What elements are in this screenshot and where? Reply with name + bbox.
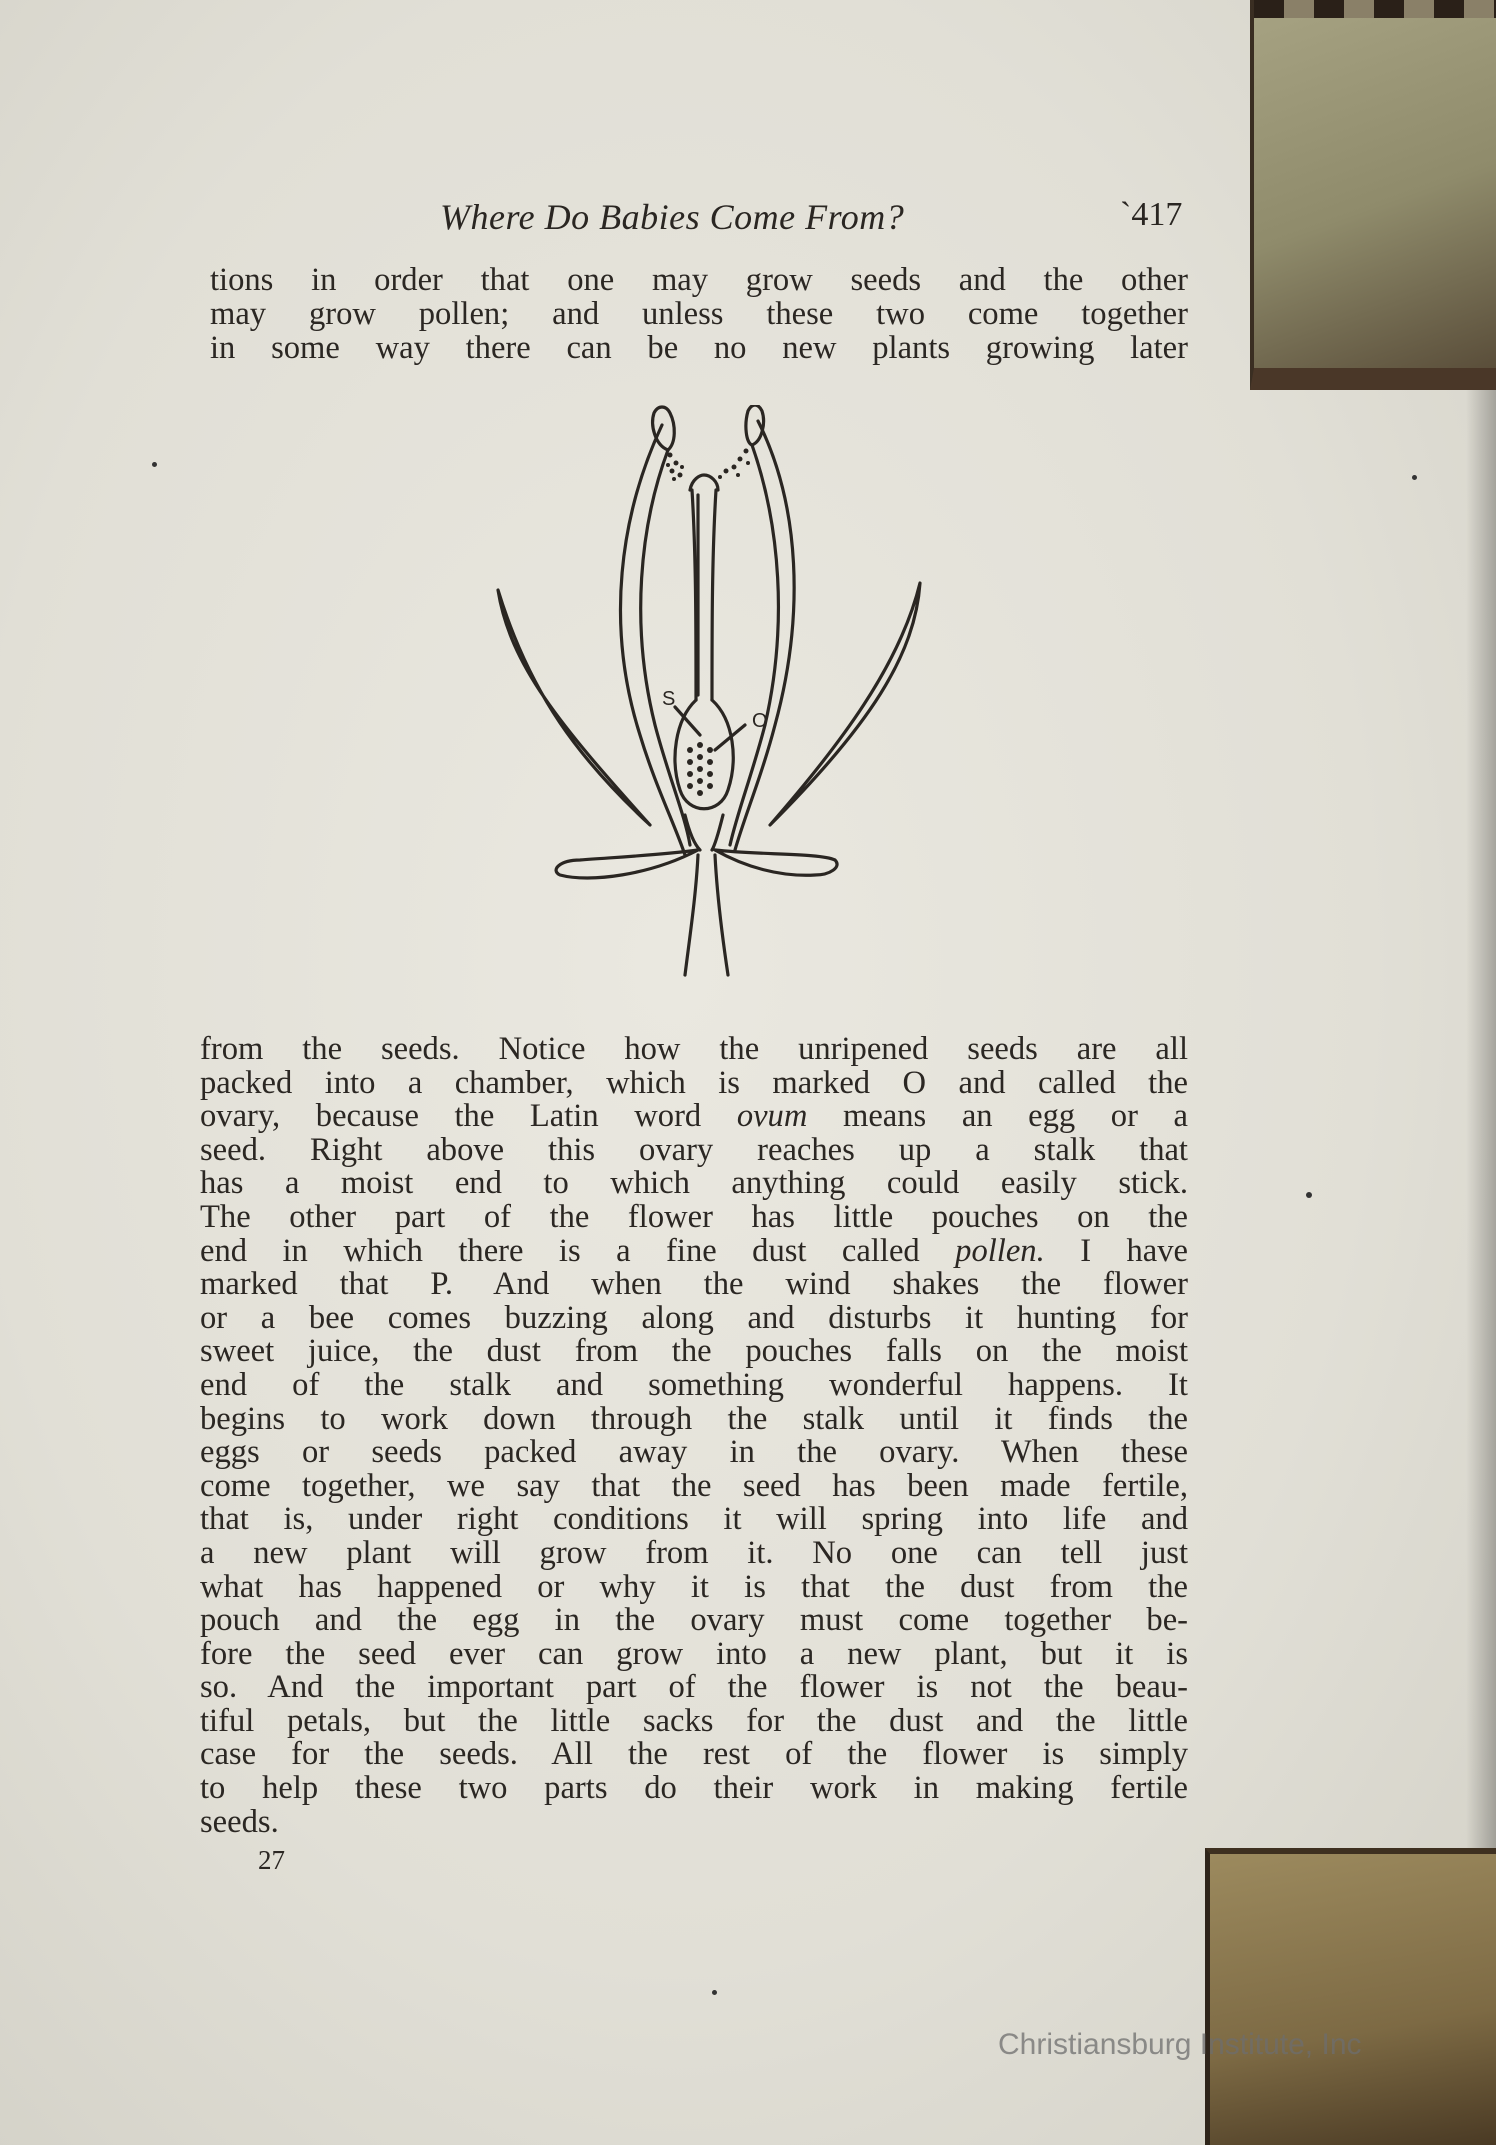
- paragraph-bottom: [200, 1033, 1188, 1839]
- text-line: may grow pollen; and unless these two come together: [210, 295, 1188, 332]
- text-line: packed into a chamber, which is marked O and called the: [200, 1064, 1188, 1101]
- page-number: `417: [1120, 196, 1183, 233]
- text-line: has a moist end to which anything could easily stick.: [200, 1165, 1188, 1202]
- text-line: begins to work down through the stalk until it finds the: [200, 1400, 1188, 1437]
- stem: [685, 855, 698, 975]
- paragraph-top: [210, 264, 1188, 365]
- book-spine-stripe: [1254, 0, 1496, 18]
- text-line: from the seeds. Notice how the unripened seeds are all: [200, 1031, 1188, 1067]
- signature-mark: 27: [258, 1845, 285, 1875]
- lower-left-leaf: [556, 850, 698, 878]
- adjacent-book-top: [1250, 0, 1496, 390]
- text-line: sweet juice, the dust from the pouches falls on the moist: [200, 1333, 1188, 1370]
- seeds: [687, 742, 713, 796]
- text-line: or a bee comes buzzing along and disturbs it hunting for: [200, 1299, 1188, 1336]
- text-line: end of the stalk and something wonderful happens. It: [200, 1366, 1188, 1403]
- label-o: O: [752, 710, 768, 732]
- text-line: tiful petals, but the little sacks for the dust and the little: [200, 1702, 1188, 1739]
- watermark: Christiansburg Institute, Inc: [998, 2028, 1362, 2061]
- flower-illustration: [490, 405, 930, 985]
- text-line: fore the seed ever can grow into a new plant, but it is: [200, 1635, 1188, 1672]
- text-line: so. And the important part of the flower is not the beau-: [200, 1669, 1188, 1706]
- lower-right-leaf: [715, 850, 837, 875]
- paper-speck: [712, 1990, 717, 1995]
- text-line: case for the seeds. All the rest of the flower is simply: [200, 1736, 1188, 1773]
- pistil-style: [692, 490, 696, 700]
- paper-speck: [152, 462, 157, 467]
- text-line: come together, we say that the seed has been made fertile,: [200, 1467, 1188, 1504]
- left-petal: [498, 590, 650, 825]
- text-line-last: seeds.: [200, 1803, 279, 1840]
- running-head-title: Where Do Babies Come From?: [440, 197, 905, 237]
- text-line: to help these two parts do their work in making fertile: [200, 1770, 1188, 1807]
- paper-speck: [1412, 475, 1417, 480]
- stigma: [690, 475, 718, 490]
- flower-diagram: [490, 405, 930, 985]
- text-line: seed. Right above this ovary reaches up a stalk that: [200, 1131, 1188, 1168]
- left-anther: [653, 407, 675, 450]
- text-line: eggs or seeds packed away in the ovary. When these: [200, 1434, 1188, 1471]
- text-line: what has happened or why it is that the dust from the: [200, 1568, 1188, 1605]
- adjacent-book-bottom: [1205, 1848, 1496, 2145]
- text-line: tions in order that one may grow seeds and the other: [210, 262, 1188, 298]
- label-s: S: [662, 688, 676, 710]
- text-line: pouch and the egg in the ovary must come together be-: [200, 1602, 1188, 1639]
- text-line: marked that P. And when the wind shakes the flower: [200, 1266, 1188, 1303]
- text-line: end in which there is a fine dust called pollen. I have: [200, 1232, 1188, 1269]
- text-line: ovary, because the Latin word ovum means an egg or a: [200, 1098, 1188, 1135]
- running-head: [440, 196, 1190, 246]
- paper-speck: [1306, 1192, 1312, 1198]
- text-line: The other part of the flower has little pouches on the: [200, 1198, 1188, 1235]
- text-line: in some way there can be no new plants growing later: [210, 329, 1188, 366]
- text-line: a new plant will grow from it. No one can tell just: [200, 1534, 1188, 1571]
- text-line: that is, under right conditions it will spring into life and: [200, 1501, 1188, 1538]
